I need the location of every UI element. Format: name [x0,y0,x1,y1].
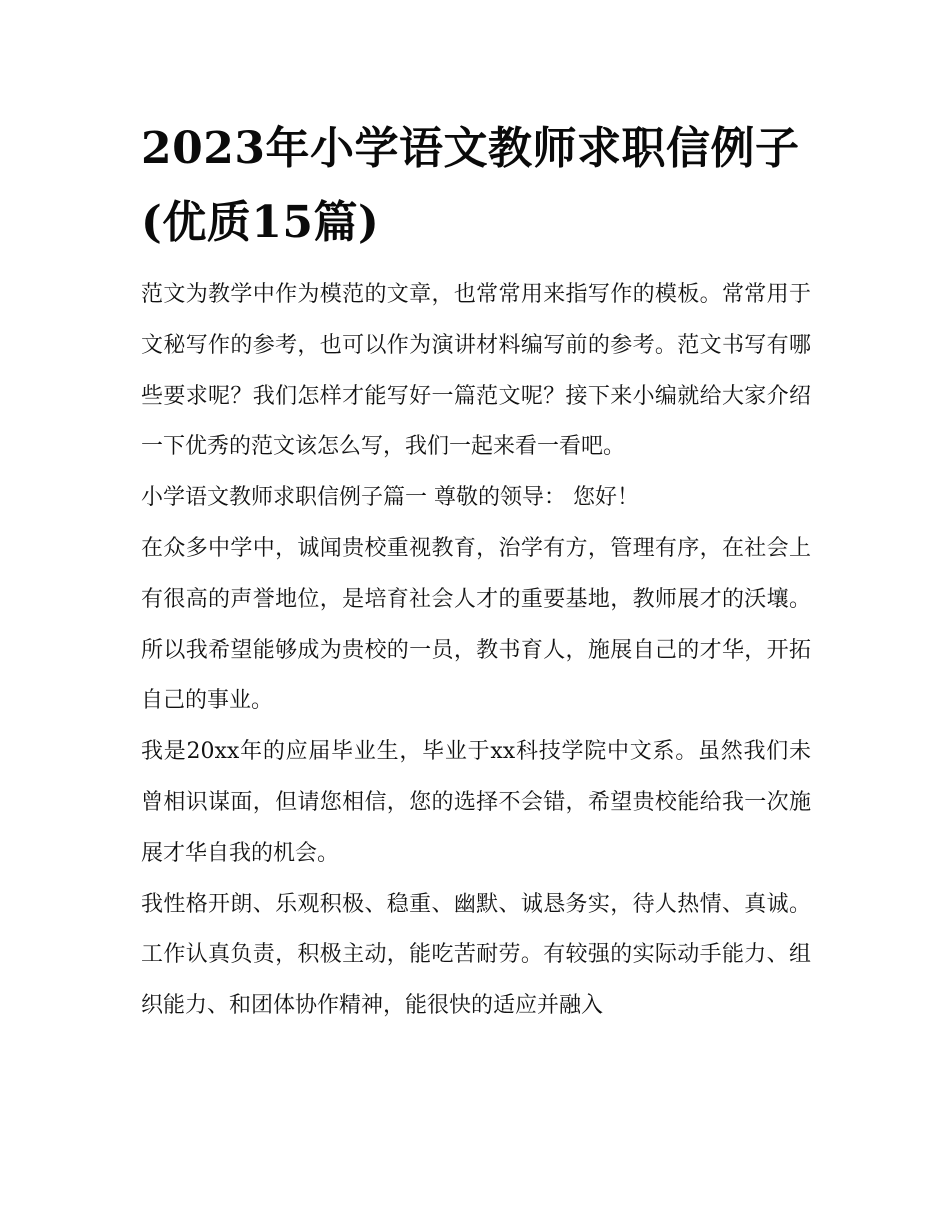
paragraph-school-praise: 在众多中学中，诚闻贵校重视教育，治学有方，管理有序，在社会上有很高的声誉地位，是培育社会人才的重要基地，教师展才的沃壤。所以我希望能够成为贵校的一员，教书育人，施展自己的才华，开拓自己的事业。 [141,535,811,714]
paragraph-salutation: 小学语文教师求职信例子篇一 尊敬的领导： 您好！ [141,485,639,511]
paragraph-background: 我是20xx年的应届毕业生，毕业于xx科技学院中文系。虽然我们未曾相识谋面，但请您相信，您的选择不会错，希望贵校能给我一次施展才华自我的机会。 [141,739,812,866]
document-body [141,112,811,1032]
paragraph-intro: 范文为教学中作为模范的文章，也常常用来指写作的模板。常常用于文秘写作的参考，也可以作为演讲材料编写前的参考。范文书写有哪些要求呢？我们怎样才能写好一篇范文呢？接下来小编就给大家介绍一下优秀的范文该怎么写，我们一起来看一看吧。 [141,282,811,460]
document-title: 2023年小学语文教师求职信例子(优质15篇) [141,123,800,248]
paragraph-personality: 我性格开朗、乐观积极、稳重、幽默、诚恳务实，待人热情、真诚。工作认真负责，积极主动，能吃苦耐劳。有较强的实际动手能力、组织能力、和团体协作精神，能很快的适应并融入 [141,891,811,1019]
